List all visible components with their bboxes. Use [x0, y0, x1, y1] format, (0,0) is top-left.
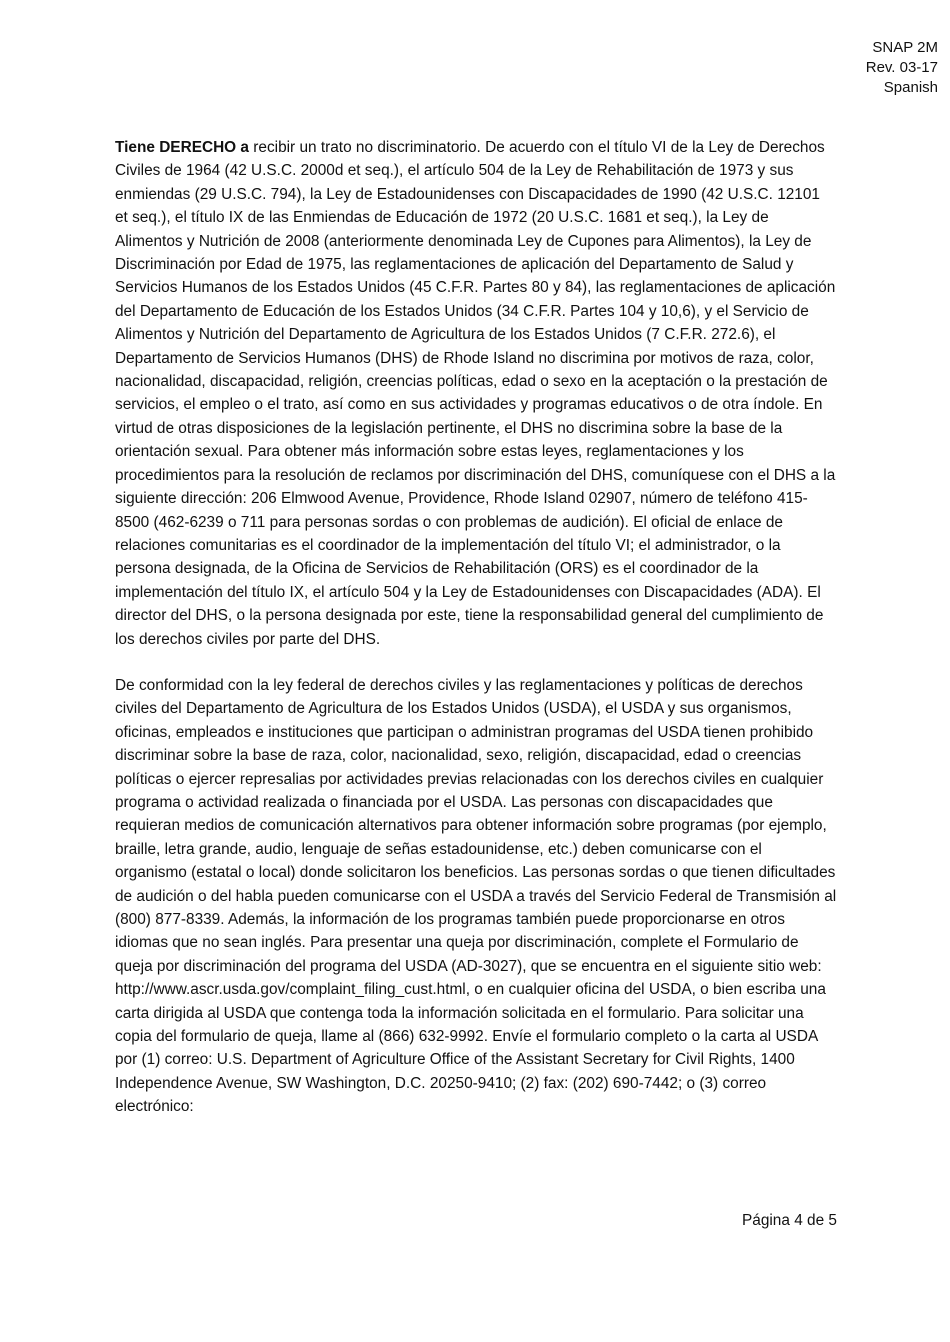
paragraph-usda-text: De conformidad con la ley federal de derechos civiles y las reglamentaciones y políticas de derechos civiles del Departamento de Agricultura de los Estados Unidos (USDA), el USDA y sus organismos, oficinas, empleados e instituciones que participan o administran programas del USDA tienen prohibido discriminar sobre la base de raza, color, nacionalidad, sexo, religión, discapacidad, edad o creencias políticas o ejercer represalias por actividades previas relacionadas con los derechos civiles en cualquier programa o actividad realizada o financiada por el USDA. Las personas con discapacidades que requieran medios de comunicación alternativos para obtener información sobre programas (por ejemplo, braille, letra grande, audio, lenguaje de señas estadounidense, etc.) deben comunicarse con el organismo (estatal o local) donde solicitaron los beneficios. Las personas sordas o que tienen dificultades de audición o del habla pueden comunicarse con el USDA a través del Servicio Federal de Transmisión al (800) 877-8339. Además, la información de los programas también puede proporcionarse en otros idiomas que no sean inglés. Para presentar una queja por discriminación, complete el Formulario de queja por discriminación del programa del USDA (AD-3027), que se encuentra en el siguiente sitio web: http://www.ascr.usda.gov/complaint_filing_cust.html, o en cualquier oficina del USDA, o bien escriba una carta dirigida al USDA que contenga toda la información solicitada en el formulario. Para solicitar una copia del formulario de queja, llame al (866) 632-9992. Envíe el formulario completo o la carta al USDA por (1) correo: U.S. Department of Agriculture Office of the Assistant Secretary for Civil Rights, 1400 Independence Avenue, SW Washington, D.C. 20250-9410; (2) fax: (202) 690-7442; o (3) correo electrónico:	[115, 676, 837, 1116]
document-body	[115, 136, 837, 1119]
paragraph-usda	[115, 674, 837, 1119]
form-header	[866, 38, 938, 98]
paragraph-rights-text: recibir un trato no discriminatorio. De acuerdo con el título VI de la Ley de Derechos Civiles de 1964 (42 U.S.C. 2000d et seq.), el artículo 504 de la Ley de Rehabilitación de 1973 y sus enmiendas (29 U.S.C. 794), la Ley de Estadounidenses con Discapacidades de 1990 (42 U.S.C. 12101 et seq.), el título IX de las Enmiendas de Educación de 1972 (20 U.S.C. 1681 et seq.), la Ley de Alimentos y Nutrición de 2008 (anteriormente denominada Ley de Cupones para Alimentos), la Ley de Discriminación por Edad de 1975, las reglamentaciones de aplicación del Departamento de Salud y Servicios Humanos de los Estados Unidos (45 C.F.R. Partes 80 y 84), las reglamentaciones de aplicación del Departamento de Educación de los Estados Unidos (34 C.F.R. Partes 104 y 10,6), y el Servicio de Alimentos y Nutrición del Departamento de Agricultura de los Estados Unidos (7 C.F.R. 272.6), el Departamento de Servicios Humanos (DHS) de Rhode Island no discrimina por motivos de raza, color, nacionalidad, discapacidad, religión, creencias políticas, edad o sexo en la aceptación o la prestación de servicios, el empleo o el trato, así como en sus actividades y programas educativos o de otra índole. En virtud de otras disposiciones de la legislación pertinente, el DHS no discrimina sobre la base de la orientación sexual. Para obtener más información sobre estas leyes, reglamentaciones y los procedimientos para la resolución de reclamos por discriminación del DHS, comuníquese con el DHS a la siguiente dirección: 206 Elmwood Avenue, Providence, Rhode Island 02907, número de teléfono 415-8500 (462-6239 o 711 para personas sordas o con problemas de audición). El oficial de enlace de relaciones comunitarias es el coordinador de la implementación del título VI; el administrador, o la persona designada, de la Oficina de Servicios de Rehabilitación (ORS) es el coordinador de la implementación del título IX, el artículo 504 y la Ley de Estadounidenses con Discapacidades (ADA). El director del DHS, o la persona designada por este, tiene la responsabilidad general del cumplimiento de los derechos civiles por parte del DHS.	[115, 139, 836, 648]
page-number: Página 4 de 5	[742, 1212, 837, 1229]
form-id: SNAP 2M	[872, 39, 938, 56]
paragraph-rights-lead: Tiene DERECHO a	[115, 139, 249, 156]
paragraph-rights	[115, 136, 837, 651]
form-revision: Rev. 03-17	[865, 59, 938, 76]
form-language: Spanish	[883, 79, 938, 96]
